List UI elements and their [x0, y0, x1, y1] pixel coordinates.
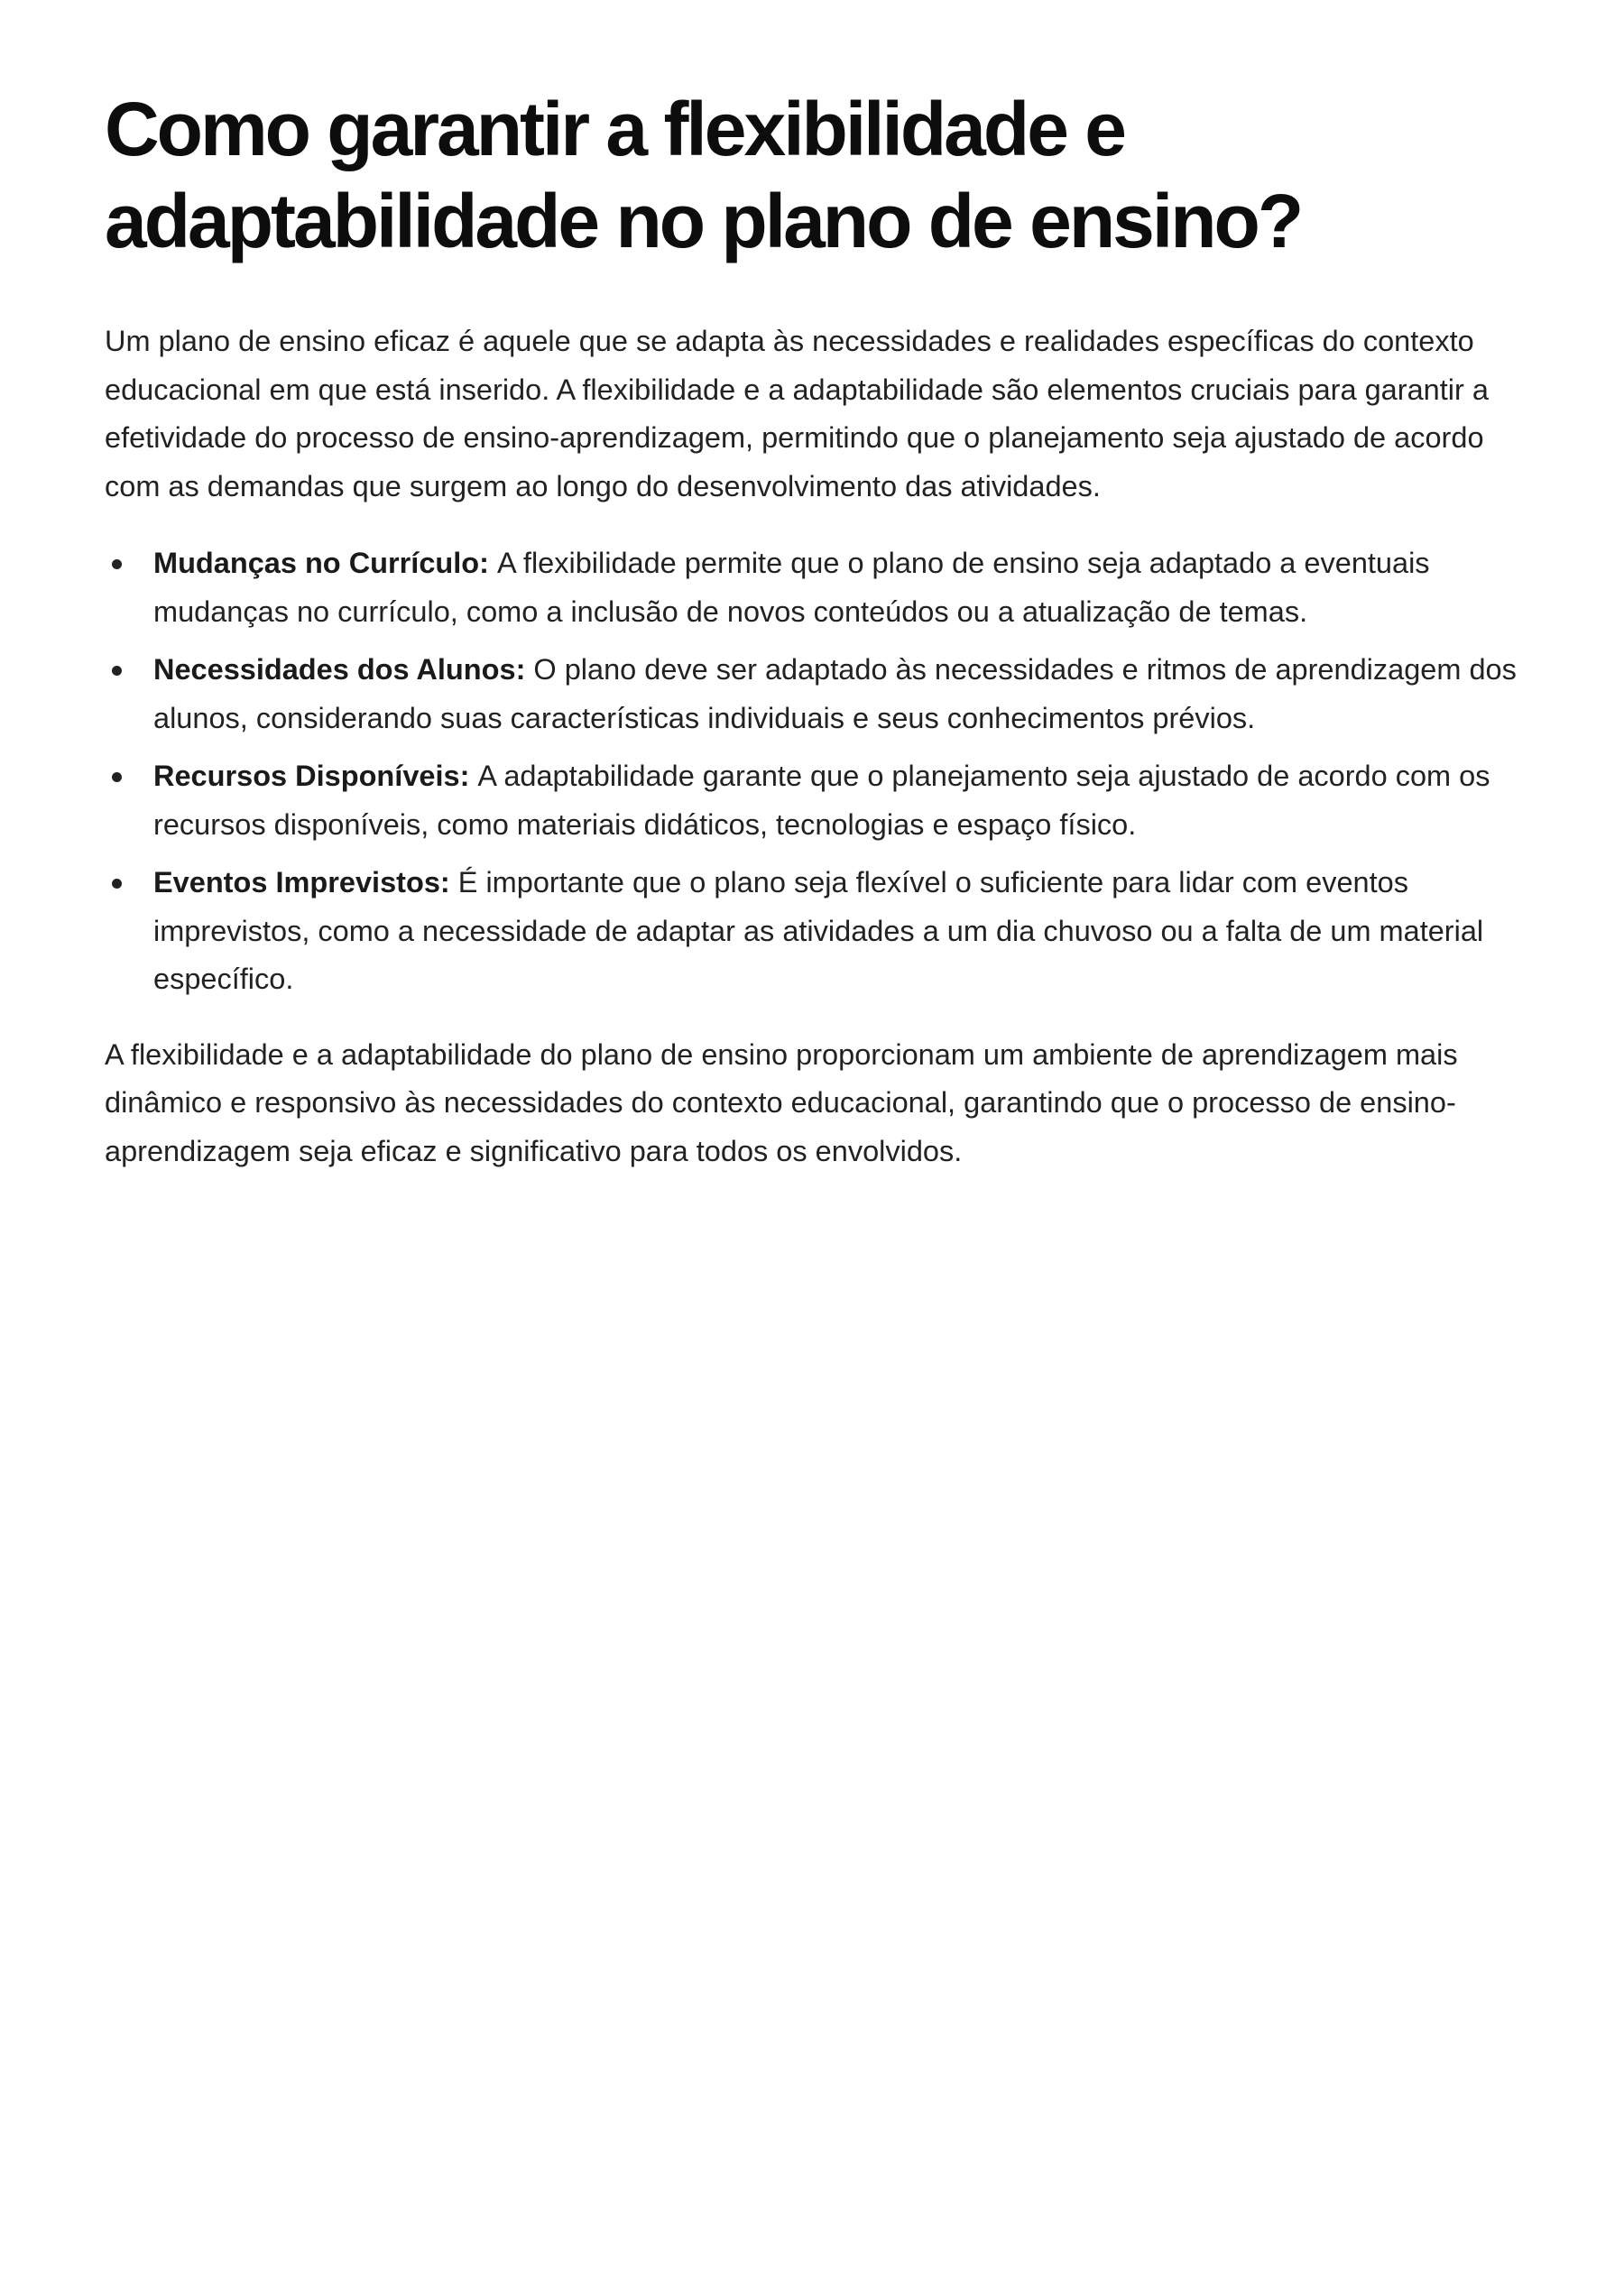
- list-item: [105, 539, 1539, 636]
- document-page: [105, 83, 1539, 1175]
- bullet-list: [105, 539, 1539, 1004]
- bullet-text: O plano deve ser adaptado às necessidades e ritmos de aprendizagem dos alunos, considerando suas características individuais e seus conhecimentos prévios.: [153, 653, 1517, 734]
- bullet-label: Eventos Imprevistos:: [153, 866, 458, 899]
- bullet-text: A adaptabilidade garante que o planejamento seja ajustado de acordo com os recursos disponíveis, como materiais didáticos, tecnologias e espaço físico.: [153, 760, 1490, 841]
- bullet-label: Mudanças no Currículo:: [153, 547, 498, 579]
- conclusion-paragraph: A flexibilidade e a adaptabilidade do plano de ensino proporcionam um ambiente de aprendizagem mais dinâmico e responsivo às necessidades do contexto educacional, garantindo que o processo de ensino-aprendizagem seja eficaz e significativo para todos os envolvidos.: [105, 1037, 1458, 1167]
- bullet-dot-icon: [112, 666, 122, 676]
- bullet-label: Necessidades dos Alunos:: [153, 653, 534, 686]
- page-title: Como garantir a flexibilidade e adaptabilidade no plano de ensino?: [105, 87, 1302, 263]
- bullet-dot-icon: [112, 559, 122, 569]
- list-item: [105, 752, 1539, 849]
- bullet-text: É importante que o plano seja flexível o suficiente para lidar com eventos imprevistos, como a necessidade de adaptar as atividades a um dia chuvoso ou a falta de um material específico.: [153, 866, 1484, 995]
- bullet-dot-icon: [112, 879, 122, 889]
- intro-paragraph: Um plano de ensino eficaz é aquele que se adapta às necessidades e realidades específicas do contexto educacional em que está inserido. A flexibilidade e a adaptabilidade são elementos cruciais para garantir a efetividade do processo de ensino-aprendizagem, permitindo que o planejamento seja ajustado de acordo com as demandas que surgem ao longo do desenvolvimento das atividades.: [105, 325, 1489, 502]
- bullet-label: Recursos Disponíveis:: [153, 760, 478, 792]
- bullet-text: A flexibilidade permite que o plano de ensino seja adaptado a eventuais mudanças no currículo, como a inclusão de novos conteúdos ou a atualização de temas.: [153, 547, 1430, 628]
- bullet-dot-icon: [112, 772, 122, 782]
- list-item: [105, 859, 1539, 1004]
- list-item: [105, 646, 1539, 742]
